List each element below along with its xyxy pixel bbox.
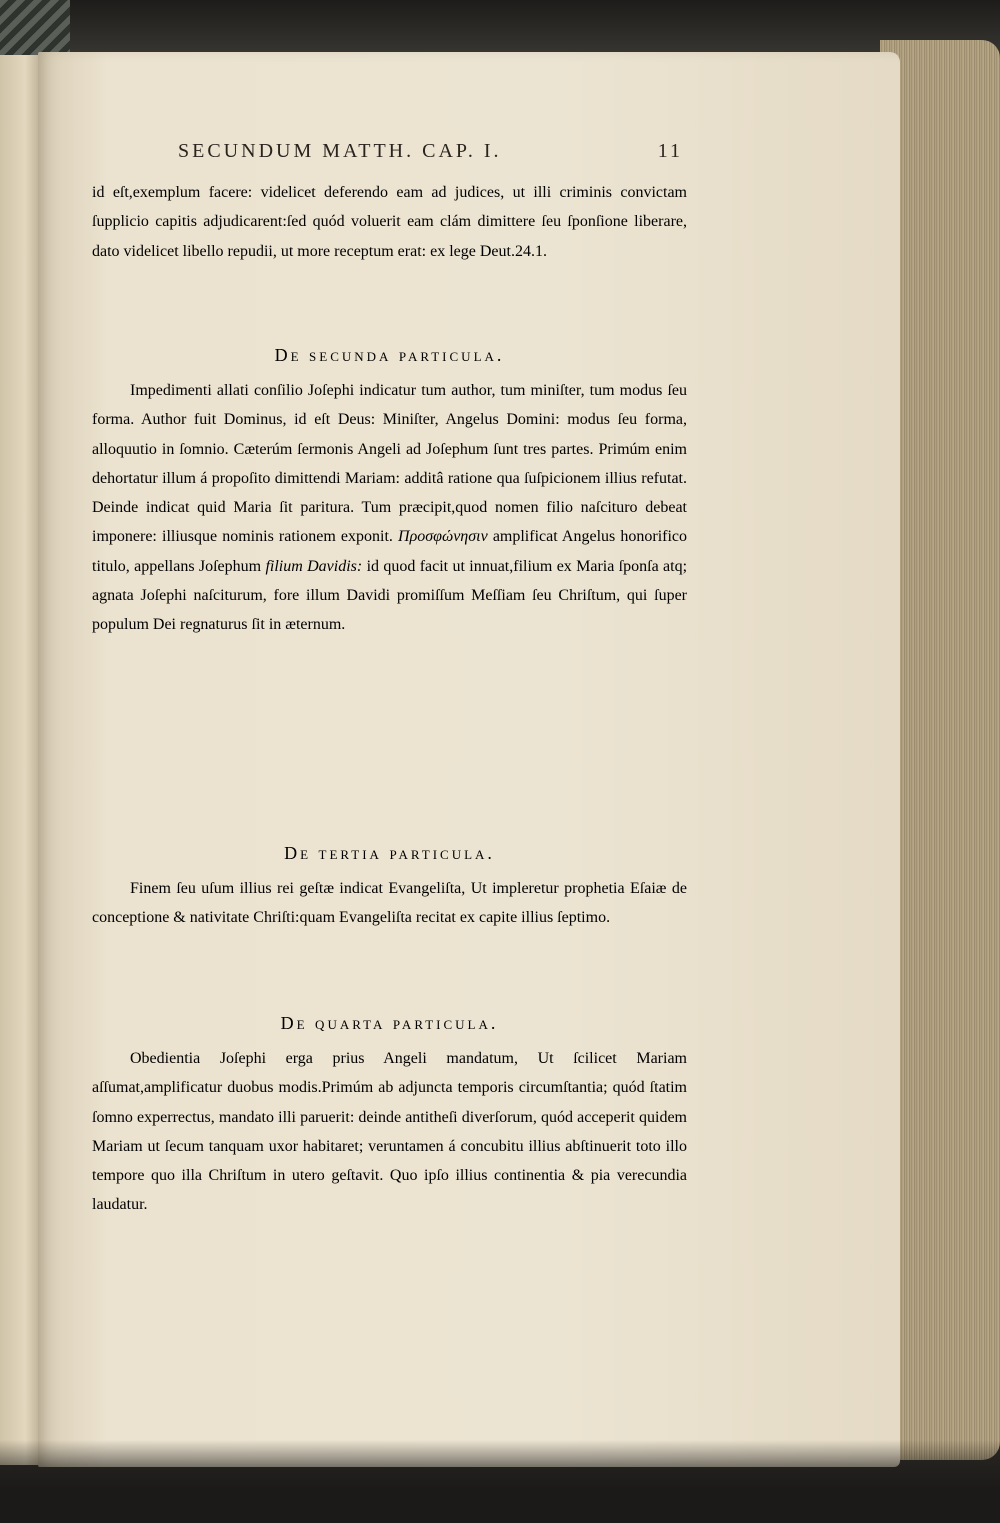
page-number: 11 [657, 140, 683, 162]
running-head-title: SECUNDUM MATTH. CAP. I. [178, 140, 502, 162]
greek-word: Προσφώνησιν [398, 528, 488, 546]
section-heading-secunda: De secunda particula. [274, 345, 505, 365]
section-heading-quarta: De quarta particula. [280, 1013, 499, 1033]
paragraph-quarta: Obedientia Joſephi erga prius Angeli mandatum, Ut ſcilicet Mariam aſſumat,amplificatur duobus modis.Primúm ab adjuncta temporis circumſtantia; quód ſtatim ſomno experrectus, mandato illi paruerit: deinde antitheſi diverſorum, quód acceperit quidem Mariam ut ſecum tanquam uxor habitaret; veruntamen á concubitu illius abſtinuerit toto illo tempore quo illa Chriſtum in utero geſtavit. Quo ipſo illius continentia & pia verecundia laudatur. [92, 1050, 687, 1214]
paragraph-secunda [92, 376, 687, 640]
section-heading-tertia: De tertia particula. [284, 843, 495, 863]
paragraph-tertia: Finem ſeu uſum illius rei geſtæ indicat Evangeliſta, Ut impleretur prophetia Eſaiæ de conceptione & nativitate Chriſti:quam Evangeliſta recitat ex capite illius ſeptimo. [92, 880, 687, 927]
book-spine-top [0, 0, 1000, 60]
paragraph-secunda-text-c: id quod facit ut innuat,filium ex Maria ſponſa atq; agnata Joſephi naſciturum, fore illum Davidi promiſſum Meſſiam ſeu Chriſtum, qui ſuper populum Dei regnaturus ſit in æternum. [92, 557, 688, 634]
running-head [178, 140, 683, 163]
binding-stitch [0, 0, 70, 60]
italic-phrase: filium Davidis: [265, 557, 363, 575]
bottom-shadow [0, 1440, 1000, 1523]
left-page-edge [0, 55, 42, 1465]
paragraph-secunda-text-b: amplificat Angelus honorifico titulo, appellans Joſephum [92, 528, 688, 575]
paragraph-continuation: id eſt,exemplum facere: videlicet deferendo eam ad judices, ut illi criminis convictam ſupplicio capitis adjudicarent:ſed quód voluerit eam clám dimittere ſeu ſponſione liberare, dato videlicet libello repudii, ut more receptum erat: ex lege Deut.24.1. [92, 184, 687, 260]
paragraph-secunda-text-a: Impedimenti allati conſilio Joſephi indicatur tum author, tum miniſter, tum modus ſeu forma. Author fuit Dominus, id eſt Deus: Miniſter, Angelus Domini: modus ſeu forma, alloquutio in ſomnio. Cæterúm ſermonis Angeli ad Joſephum ſunt tres partes. Primúm enim dehortatur illum á propoſito dimittendi Mariam: additâ ratione qua ſuſpicionem illius refutat. Deinde indicat quid Maria ſit paritura. Tum præcipit,quod nomen filio naſcituro debeat imponere: illiusque nominis rationem exponit. [92, 382, 687, 546]
